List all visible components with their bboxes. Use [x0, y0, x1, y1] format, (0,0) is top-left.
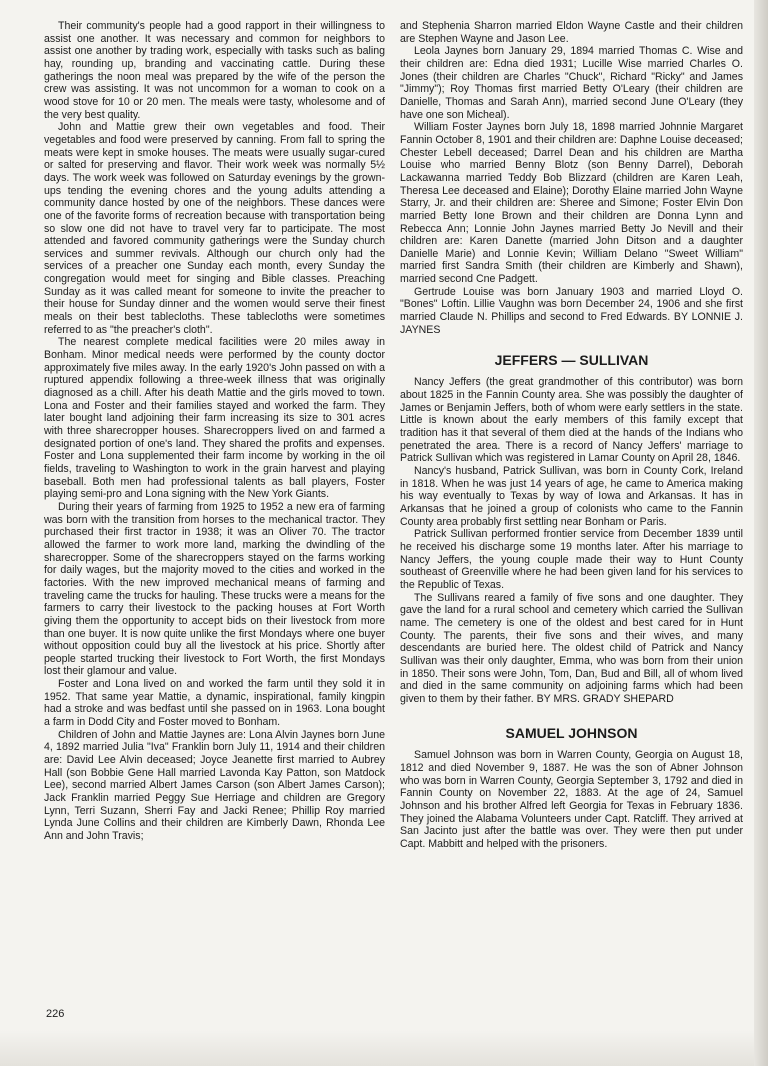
section-heading-jeffers-sullivan: JEFFERS — SULLIVAN — [494, 352, 649, 369]
paragraph: Samuel Johnson was born in Warren County, Georgia on August 18, 1812 and died November 9, 1887. He was the son of Abner Johnson who was born in Warren County, Georgia September 3, 1792 and died in Fannin County on November 22, 1883. At the age of 24, Samuel Johnson and his brother Alfred left Georgia for Texas in February 1836. They joined the Alabama Volunteers under Capt. Ratcliff. They arrived at San Jacinto just after the battle was over. They were then put under Capt. Mabbitt and helped with the prisoners. — [400, 749, 743, 851]
paragraph: Nancy's husband, Patrick Sullivan, was born in County Cork, Ireland in 1818. When he was just 14 years of age, he came to America making his way eventually to Texas by way of Iowa and Arkansas. It has in Arkansas that he joined a group of colonists who came to the Fannin County area probably first settling near Bonham or Paris. — [400, 465, 743, 528]
paragraph: and Stephenia Sharron married Eldon Wayne Castle and their children are Stephen Wayne and Jason Lee. — [400, 20, 743, 45]
page-bottom-shading — [0, 1030, 768, 1066]
paragraph: The Sullivans reared a family of five sons and one daughter. They gave the land for a rural school and cemetery which carried the Sullivan name. The cemetery is one of the oldest and best cared for in Hunt County. The parents, their five sons and their wives, and many descendants are buried here. The oldest child of Patrick and Nancy Sullivan was their only daughter, Emma, who was born from their union in 1850. Their sons were John, Tom, Dan, Bud and Bill, all of whom lived and died in the same community on adjoining farms which had been given to them by their father. BY MRS. GRADY SHEPARD — [400, 591, 743, 705]
paragraph: Their community's people had a good rapport in their willingness to assist one another. It was necessary and common for neighbors to assist one another by trading work, especially with tasks such as baling hay, rounding up, branding and vaccinating cattle. During these gatherings the noon meal was prepared by the wife of the person the crew was assisting. It was not uncommon for a woman to cook on a wood stove for 10 or 20 men. The meals were tasty, wholesome and of the very best quality. — [44, 20, 385, 121]
section-heading-samuel-johnson: SAMUEL JOHNSON — [505, 725, 638, 742]
page-number: 226 — [46, 1008, 65, 1020]
paragraph: Foster and Lona lived on and worked the farm until they sold it in 1952. That same year Mattie, a dynamic, inspirational, family kingpin had a stroke and was bedfast until she passed on in 1963. Lona bought a farm in Dodd City and Foster moved to Bonham. — [44, 678, 385, 729]
paragraph: Patrick Sullivan performed frontier service from December 1839 until he received his discharge some 19 months later. After his marriage to Nancy Jeffers, the young couple made their way to Hunt County southeast of Greenville where he had been given land for his services to the Republic of Texas. — [400, 528, 743, 591]
paragraph: The nearest complete medical facilities were 20 miles away in Bonham. Minor medical needs were performed by the county doctor approximately five miles away. In the early 1920's John passed on with a ruptured appendix following a three-week illness that was originally diagnosed as a chill. After his death Mattie and the girls moved to town. Lona and Foster and their families stayed and worked the farm. They later bought land adjoining their farm increasing its size to 301 acres with three sharecropper houses. Sharecroppers lived on and farmed a designated portion of one's land. They shared the profits and expenses. Foster and Lona supplemented their farm income by working in the oil fields, traveling to Washington to work in the grain harvest and playing baseball. Both men had professional talents as ball players, Foster playing semi-pro and Lona signing with the New York Giants. — [44, 336, 385, 501]
paragraph: William Foster Jaynes born July 18, 1898 married Johnnie Margaret Fannin October 8, 1901 and their children are: Daphne Louise deceased; Chester Lebell deceased; Darrel Dean and his children are Martha Louise who married Benny Blotz (son Benny Darrel), Deborah Lackawanna married Teddy Bob Blizzard (children are Karen Leah, Theresa Lee deceased and Elaine); Dorothy Elaine married John Wayne Starry, Jr. and their children are: Sheree and Simone; Foster Elvin Don married Betty Ione Brown and their children are Donna Lynn and Rebecca Ann; Lonnie John Jaynes married Betty Jo Nevill and their children are: Karen Danette (married John Ditson and a daughter Danielle Marie) and Lonnie Kevin; William Delano "Sweet William" married first Sandra Smith (their children are Kimberly and Shawn), married second Cne Padgett. — [400, 121, 743, 286]
left-column — [44, 20, 385, 843]
right-column — [400, 20, 743, 851]
paragraph: John and Mattie grew their own vegetables and food. Their vegetables and food were preserved by canning. From fall to spring the meats were kept in smoke houses. The meats were usually sugar-cured or salted for preserving and flavor. Their work week was normally 5½ days. The work week was followed on Saturday evenings by the grown-ups tending the evening chores and the young adults attending a community dance hosted by one of the neighbors. These dances were one of the favorite forms of recreation because with transportation being so slow one did not have to travel very far to participate. The most attended and favored community gatherings were the Sunday church services and summer revivals. Although our church only had the services of a preacher one Sunday each month, every Sunday the congregation would meet for singing and Bible classes. Preaching Sunday as it was called meant for someone to invite the preacher to their house for Sunday dinner and the women would serve their finest meals on their best tablecloths. These tablecloths were sometimes referred to as "the preacher's cloth". — [44, 121, 385, 336]
paragraph: Gertrude Louise was born January 1903 and married Lloyd O. "Bones" Loftin. Lillie Vaughn was born December 24, 1906 and she first married Claude N. Phillips and second to Fred Edwards. BY LONNIE J. JAYNES — [400, 285, 743, 336]
paragraph: Children of John and Mattie Jaynes are: Lona Alvin Jaynes born June 4, 1892 married Julia "Iva" Franklin born July 11, 1914 and their children are: David Lee Alvin deceased; Joyce Jeanette first married to Aubrey Hall (son Bobbie Gene Hall married Lavonda Kay Patton, son Matdock Lee), second married Albert James Carson (son Albert James Carson); Jack Franklin married Peggy Sue Herriage and children are Gregory Lynn, Terri Suzann, Sherri Fay and Jacki Renee; Phillip Roy married Lynda June Collins and their children are Kimberly Dawn, Rhonda Lee Ann and John Travis; — [44, 728, 385, 842]
page-edge-shadow — [754, 0, 768, 1066]
paragraph: During their years of farming from 1925 to 1952 a new era of farming was born with the transition from horses to the mechanical tractor. They purchased their first tractor in 1938; it was an Oliver 70. The tractor allowed the farmer to work more land, marking the dwindling of the sharecropper. Some of the sharecroppers stayed on the farms working for daily wages, but the majority moved to the cities and worked in the factories. With the new improved mechanical means of farming and traveling came the trucks for hauling. These trucks were a means for the farmers to carry their livestock to the packing houses at Fort Worth giving them the opportunity to accept bids on their livestock from more than one buyer. It is now quite unlike the first Mondays where one buyer without opposition could buy all the livestock at his price. Shortly after people started trucking their livestock to Fort Worth, the first Mondays lost their glamour and value. — [44, 500, 385, 678]
paragraph: Nancy Jeffers (the great grandmother of this contributor) was born about 1825 in the Fannin County area. She was possibly the daughter of James or Benjamin Jeffers, both of whom were early settlers in the state. Little is known about the early members of this family except that tradition has it that several of them died at the hands of the Indians who penetrated the area. There is a record of Nancy Jeffers' marriage to Patrick Sullivan which was registered in Lamar County on April 28, 1846. — [400, 376, 743, 465]
paragraph: Leola Jaynes born January 29, 1894 married Thomas C. Wise and their children are: Edna died 1931; Lucille Wise married Charles O. Jones (their children are Charles "Chuck", Richard "Ricky" and James "Jimmy"); Roy Thomas first married Betty O'Leary (their children are Danielle, Thomas and Sarah Ann), married second June O'Leary (they have one son Micheal). — [400, 45, 743, 121]
